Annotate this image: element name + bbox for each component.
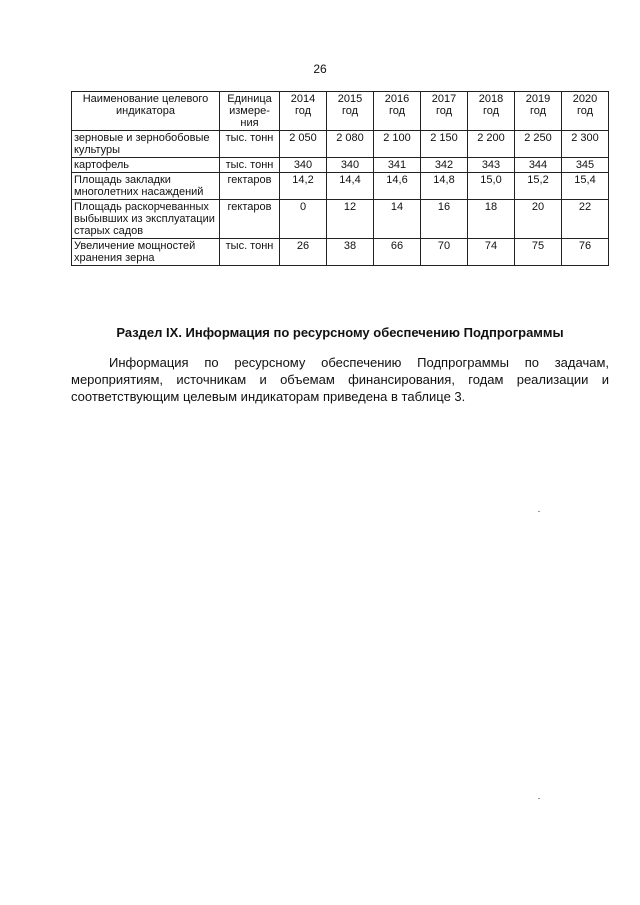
row-value: 38: [327, 239, 374, 266]
header-year-2020: 2020 год: [562, 92, 609, 131]
page-number: 26: [313, 62, 327, 76]
row-unit: тыс. тонн: [220, 131, 280, 158]
row-value: 14: [374, 200, 421, 239]
row-unit: гектаров: [220, 173, 280, 200]
row-value: 76: [562, 239, 609, 266]
row-name: зерновые и зернобобовые культуры: [72, 131, 220, 158]
row-value: 15,2: [515, 173, 562, 200]
body-paragraph: Информация по ресурсному обеспечению Подпрограммы по задачам, мероприятиям, источникам и объемам финансирования, годам реализации и соответствующим целевым индикаторам приведена в таблице 3.: [71, 355, 609, 404]
row-name: Площадь закладки многолетних насаждений: [72, 173, 220, 200]
table-header-row: [72, 92, 609, 131]
header-unit: Единица измере-ния: [220, 92, 280, 131]
row-value: 70: [421, 239, 468, 266]
row-value: 14,8: [421, 173, 468, 200]
header-year-2016: 2016 год: [374, 92, 421, 131]
row-unit: тыс. тонн: [220, 239, 280, 266]
table-row: [72, 200, 609, 239]
table-row: [72, 239, 609, 266]
table-row: [72, 131, 609, 158]
row-value: 2 250: [515, 131, 562, 158]
row-value: 2 300: [562, 131, 609, 158]
row-value: 340: [280, 158, 327, 173]
row-value: 14,6: [374, 173, 421, 200]
row-value: 18: [468, 200, 515, 239]
row-value: 0: [280, 200, 327, 239]
table-row: [72, 158, 609, 173]
table-row: [72, 173, 609, 200]
row-name: Площадь раскорчеванных выбывших из эксплуатации старых садов: [72, 200, 220, 239]
row-value: 26: [280, 239, 327, 266]
row-value: 2 150: [421, 131, 468, 158]
row-value: 15,0: [468, 173, 515, 200]
scan-speck: [538, 798, 540, 799]
row-value: 344: [515, 158, 562, 173]
header-year-2015: 2015 год: [327, 92, 374, 131]
row-value: 345: [562, 158, 609, 173]
row-value: 340: [327, 158, 374, 173]
row-value: 74: [468, 239, 515, 266]
row-value: 14,4: [327, 173, 374, 200]
header-year-2019: 2019 год: [515, 92, 562, 131]
row-value: 22: [562, 200, 609, 239]
row-unit: тыс. тонн: [220, 158, 280, 173]
row-value: 15,4: [562, 173, 609, 200]
row-value: 16: [421, 200, 468, 239]
row-name: картофель: [72, 158, 220, 173]
row-name: Увеличение мощностей хранения зерна: [72, 239, 220, 266]
row-value: 2 050: [280, 131, 327, 158]
header-indicator-name: Наименование целевого индикатора: [72, 92, 220, 131]
header-year-2017: 2017 год: [421, 92, 468, 131]
row-value: 342: [421, 158, 468, 173]
row-value: 20: [515, 200, 562, 239]
scan-speck: [538, 511, 540, 512]
row-value: 2 080: [327, 131, 374, 158]
row-value: 2 100: [374, 131, 421, 158]
row-value: 2 200: [468, 131, 515, 158]
row-value: 14,2: [280, 173, 327, 200]
row-unit: гектаров: [220, 200, 280, 239]
row-value: 341: [374, 158, 421, 173]
section-title: Раздел IX. Информация по ресурсному обеспечению Подпрограммы: [116, 325, 564, 340]
header-year-2014: 2014 год: [280, 92, 327, 131]
row-value: 66: [374, 239, 421, 266]
row-value: 12: [327, 200, 374, 239]
row-value: 343: [468, 158, 515, 173]
header-year-2018: 2018 год: [468, 92, 515, 131]
indicators-table: [71, 91, 609, 266]
row-value: 75: [515, 239, 562, 266]
